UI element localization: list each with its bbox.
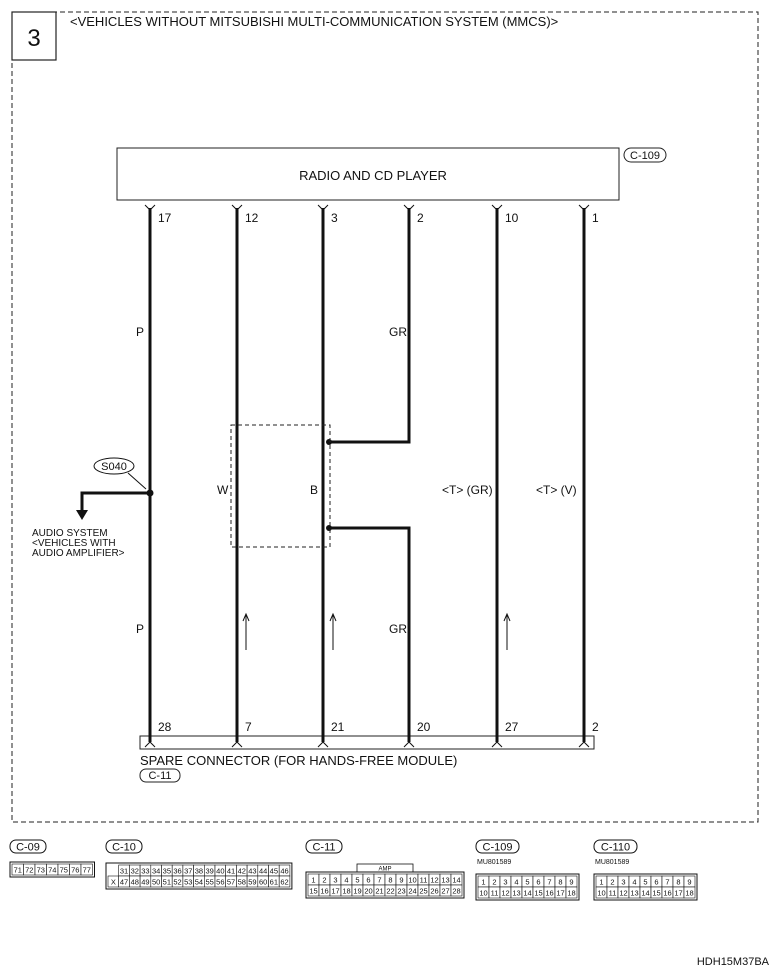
connector-pin-number: 1 <box>599 877 604 887</box>
connector-pin-number: 2 <box>492 877 497 887</box>
connector-pin-number: 10 <box>408 875 417 885</box>
wire-color-label: GR <box>389 325 407 339</box>
connector-pin-number: 3 <box>503 877 508 887</box>
connector-pin-number: 12 <box>430 875 439 885</box>
connector-name: C-11 <box>312 841 336 854</box>
connector-pin-number: 39 <box>205 866 214 876</box>
connector-pin-number: 8 <box>676 877 681 887</box>
connector-pin-number: 24 <box>408 886 417 896</box>
splice-id: S040 <box>101 461 127 473</box>
connector-pin-number: 47 <box>119 877 129 887</box>
top-pin: 3 <box>331 211 338 225</box>
connector-pin-number: 28 <box>452 886 461 896</box>
connector-pin-number: 60 <box>258 877 268 887</box>
connector-view-c-11 <box>306 840 464 898</box>
terminal-mark <box>404 742 414 747</box>
connector-pin-number: 15 <box>652 888 661 898</box>
junction-dot-lower <box>326 525 332 531</box>
connector-pin-number: 44 <box>258 866 268 876</box>
connector-pin-number: 40 <box>216 866 225 876</box>
connector-pin-number: 74 <box>48 865 57 875</box>
connector-pin-number: 2 <box>610 877 615 887</box>
connector-pin-number: 72 <box>25 865 34 875</box>
connector-name: C-09 <box>16 841 40 854</box>
wire-harness <box>150 208 584 742</box>
top-pin: 10 <box>505 211 519 225</box>
connector-pin-number: 17 <box>674 888 683 898</box>
connector-lock-label: AMP <box>378 866 392 873</box>
up-arrow-icon <box>330 614 336 650</box>
connector-pin-number: 7 <box>547 877 552 887</box>
connector-pin-number: 18 <box>567 888 576 898</box>
connector-pin-number: 56 <box>216 877 225 887</box>
connector-pin-number: 8 <box>388 875 393 885</box>
spare-connector-code: C-11 <box>148 770 172 782</box>
connector-pin-number: 62 <box>280 877 289 887</box>
radio-connector-label: C-109 <box>630 150 660 162</box>
connector-pin-number: 20 <box>364 886 373 896</box>
connector-pin-number: 3 <box>333 875 338 885</box>
spare-connector-label: SPARE CONNECTOR (FOR HANDS-FREE MODULE) <box>140 753 458 768</box>
terminal-mark <box>318 742 328 747</box>
connector-pin-number: 6 <box>366 875 371 885</box>
connector-pin-number: 16 <box>320 886 329 896</box>
connector-pin-number: 4 <box>344 875 349 885</box>
connector-pin-number: 27 <box>441 886 450 896</box>
connector-pin-number: 16 <box>545 888 554 898</box>
top-terminals <box>145 205 589 210</box>
connector-pin-number: 49 <box>141 877 150 887</box>
connector-pin-number: 18 <box>685 888 694 898</box>
bottom-pin: 7 <box>245 720 252 734</box>
wire-color-label: GR <box>389 622 407 636</box>
connector-pin-number: 32 <box>130 866 139 876</box>
junction-dot-upper <box>326 439 332 445</box>
connector-pin-number: 16 <box>663 888 672 898</box>
top-pin: 1 <box>592 211 599 225</box>
connector-pin-number: 9 <box>399 875 404 885</box>
connector-pin-number: 42 <box>237 866 246 876</box>
connector-pin-number: 57 <box>226 877 236 887</box>
connector-pin-number: 22 <box>386 886 395 896</box>
branch-arrow-icon <box>76 510 88 520</box>
terminal-mark <box>232 742 242 747</box>
bottom-terminals <box>145 742 589 747</box>
connector-pin-number: 73 <box>36 865 45 875</box>
wire-color-label: W <box>217 483 229 497</box>
connector-pin-number: 41 <box>226 866 236 876</box>
spare-connector-box <box>140 736 594 749</box>
connector-pin-number: 77 <box>82 865 91 875</box>
connector-pin-number: 9 <box>687 877 692 887</box>
connector-pin-number: 17 <box>331 886 340 896</box>
connector-pin-number: 3 <box>621 877 626 887</box>
connector-pin-number: 17 <box>556 888 565 898</box>
wire-color-label: <T> (V) <box>536 483 577 497</box>
diagram-frame <box>12 12 758 822</box>
top-pin: 12 <box>245 211 259 225</box>
bottom-pin: 21 <box>331 720 345 734</box>
connector-pin-number: 58 <box>237 877 246 887</box>
connector-pin-number: 33 <box>141 866 150 876</box>
branch-wire <box>82 493 150 514</box>
wire-color-label: B <box>310 483 319 497</box>
up-arrow-icon <box>243 614 249 650</box>
connector-pin-number: 10 <box>597 888 606 898</box>
radio-cd-player-label: RADIO AND CD PLAYER <box>299 168 447 183</box>
connector-pin-number: 8 <box>558 877 563 887</box>
header-title: <VEHICLES WITHOUT MITSUBISHI MULTI-COMMUNICATION SYSTEM (MMCS)> <box>70 14 559 29</box>
terminal-mark <box>492 742 502 747</box>
connector-pin-number: 7 <box>377 875 382 885</box>
connector-pin-number: 12 <box>619 888 628 898</box>
connector-pin-number: 76 <box>71 865 80 875</box>
connector-pin-number: 14 <box>452 875 461 885</box>
connector-pin-number: 52 <box>173 877 182 887</box>
connector-pin-number: 54 <box>194 877 204 887</box>
figure-code: HDH15M37BA <box>696 956 769 968</box>
connector-pin-number: 51 <box>162 877 172 887</box>
connector-pin-number: 18 <box>342 886 351 896</box>
connector-pin-number: 11 <box>419 875 428 885</box>
connector-pin-number: 5 <box>355 875 360 885</box>
branch-label-line: <VEHICLES WITH <box>32 538 116 549</box>
bottom-pin: 27 <box>505 720 519 734</box>
connector-pin-number: 13 <box>512 888 521 898</box>
connector-pin-number: 11 <box>608 888 617 898</box>
connector-pin-number: 50 <box>151 877 161 887</box>
terminal-mark <box>145 742 155 747</box>
connector-pin-number: X <box>110 877 116 887</box>
connector-pin-number: 26 <box>430 886 439 896</box>
connector-pin-number: 25 <box>419 886 428 896</box>
connector-pin-number: 21 <box>375 886 384 896</box>
connector-pin-number: 46 <box>280 866 289 876</box>
connector-pin-number: 14 <box>641 888 650 898</box>
connector-view-c-110 <box>594 840 697 900</box>
connector-pin-number: 4 <box>514 877 519 887</box>
terminal-mark <box>579 742 589 747</box>
connector-view-c-109 <box>476 840 579 900</box>
connector-pin-number: 43 <box>248 866 257 876</box>
bottom-pin: 20 <box>417 720 431 734</box>
connector-pin-number: 13 <box>441 875 450 885</box>
connector-pin-number: 5 <box>643 877 648 887</box>
connector-pin-number: 48 <box>130 877 139 887</box>
connector-part-number: MU801589 <box>477 859 512 866</box>
bottom-pin: 2 <box>592 720 599 734</box>
connector-pin-number: 19 <box>353 886 362 896</box>
connector-pin-number: 36 <box>173 866 182 876</box>
splice-leader <box>128 473 146 489</box>
connector-name: C-10 <box>112 841 136 854</box>
connector-pin-number: 14 <box>523 888 532 898</box>
connector-view-c-10 <box>106 840 292 889</box>
wire-color-label: P <box>136 622 145 636</box>
connector-pin-number: 34 <box>151 866 161 876</box>
connector-pin-number: 1 <box>481 877 486 887</box>
connector-pin-number: 5 <box>525 877 530 887</box>
bottom-pin: 28 <box>158 720 172 734</box>
branch-label-line: AUDIO AMPLIFIER> <box>32 548 125 559</box>
section-number: 3 <box>27 25 41 52</box>
connector-pin-number: 9 <box>569 877 574 887</box>
connector-pin-number: 12 <box>501 888 510 898</box>
connector-pin-number: 11 <box>490 888 499 898</box>
connector-pin-number: 4 <box>632 877 637 887</box>
up-arrow-icon <box>504 614 510 650</box>
top-pin: 17 <box>158 211 172 225</box>
top-pin: 2 <box>417 211 424 225</box>
connector-name: C-110 <box>600 841 631 854</box>
connector-pin-number: 15 <box>534 888 543 898</box>
connector-name: C-109 <box>482 841 513 854</box>
connector-pin-number: 61 <box>269 877 279 887</box>
signal-arrows <box>243 614 510 650</box>
connector-pin-number: 35 <box>162 866 172 876</box>
wire-color-label: P <box>136 325 145 339</box>
connector-pin-number: 59 <box>248 877 257 887</box>
connector-part-number: MU801589 <box>595 859 630 866</box>
connector-views <box>10 840 697 900</box>
connector-pin-number: 37 <box>184 866 193 876</box>
connector-pin-number: 71 <box>13 865 22 875</box>
connector-pin-number: 38 <box>194 866 204 876</box>
connector-pin-number: 10 <box>479 888 488 898</box>
connector-pin-number: 6 <box>654 877 659 887</box>
connector-pin-number: 7 <box>665 877 670 887</box>
branch-label-line: AUDIO SYSTEM <box>32 528 108 539</box>
connector-pin-number: 31 <box>119 866 129 876</box>
connector-pin-number: 45 <box>269 866 279 876</box>
connector-pin-number: 55 <box>205 877 214 887</box>
connector-pin-number: 15 <box>309 886 318 896</box>
connector-pin-number: 13 <box>630 888 639 898</box>
connector-pin-number: 53 <box>184 877 193 887</box>
wire-color-label: <T> (GR) <box>442 483 493 497</box>
connector-pin-number: 23 <box>397 886 406 896</box>
connector-pin-number: 1 <box>311 875 316 885</box>
connector-pin-number: 75 <box>59 865 68 875</box>
connector-pin-number: 6 <box>536 877 541 887</box>
connector-view-c-09 <box>10 840 95 877</box>
connector-pin-number: 2 <box>322 875 327 885</box>
